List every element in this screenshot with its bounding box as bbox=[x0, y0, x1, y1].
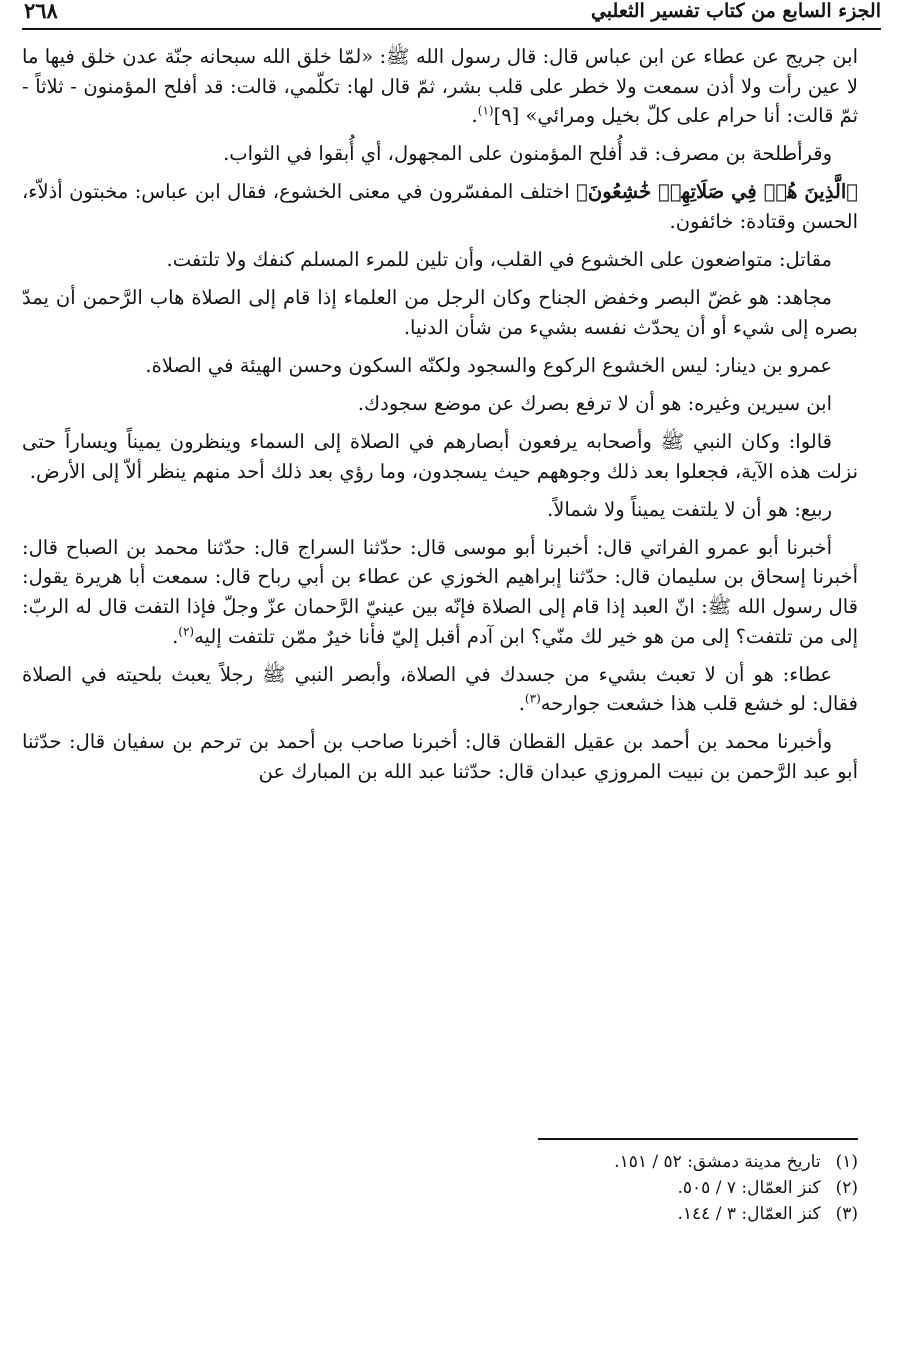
footnote-reference: (٣) bbox=[524, 691, 541, 706]
paragraph: عطاء: هو أن لا تعبث بشيء من جسدك في الصلاة، وأبصر النبي ﷺ رجلاً يعبث بلحيته في الصلاة فقال: لو خشع قلب هذا خشعت جوارحه$^{(٣)}$. bbox=[22, 662, 858, 716]
footnote-separator bbox=[538, 1138, 858, 1140]
paragraph: قالوا: وكان النبي ﷺ وأصحابه يرفعون أبصارهم في الصلاة إلى السماء وينظرون يميناً ويساراً حتى نزلت هذه الآية، فجعلوا بعد ذلك وجوههم حيث يسجدون، وما رؤي بعد ذلك أحد منهم ينظر ألاّ إلى الأرض. bbox=[22, 430, 858, 483]
paragraph: وقرأطلحة بن مصرف: قد أُفلح المؤمنون على المجهول، أي أُبقوا في الثواب. bbox=[223, 142, 832, 166]
footnotes bbox=[338, 1149, 858, 1227]
paragraph: ابن جريج عن عطاء عن ابن عباس قال: قال رسول الله ﷺ: «لمّا خلق الله سبحانه جنّة عدن خلق فيها ما لا عين رأت ولا أذن سمعت ولا خطر على قلب بشر، ثمّ قال لها: تكلّمي، قالت: قد أفلح المؤمنون - ثلاثاً - ثمّ قالت: أنا حرام على كلّ بخيل ومرائي» [٩]$^{(١)}$. bbox=[22, 45, 858, 128]
running-title: الجزء السابع من كتاب تفسير الثعلبي bbox=[590, 0, 881, 22]
paragraph: ربيع: هو أن لا يلتفت يميناً ولا شمالاً. bbox=[547, 497, 832, 521]
paragraph: عمرو بن دينار: ليس الخشوع الركوع والسجود ولكنّه السكون وحسن الهيئة في الصلاة. bbox=[145, 353, 832, 377]
footnote-reference: (١) bbox=[477, 103, 494, 118]
header-rule bbox=[22, 28, 881, 30]
footnote: (٢) كنز العمّال: ٧ / ٥٠٥. bbox=[677, 1178, 858, 1198]
page-number: ٢٦٨ bbox=[24, 0, 58, 23]
footnote: (٣) كنز العمّال: ٣ / ١٤٤. bbox=[677, 1204, 858, 1224]
quran-verse: ﴿الَّذِينَ هُمۡ فِي صَلَاتِهِمۡ خَٰشِعُونَ﴾ bbox=[576, 180, 858, 204]
page-header bbox=[22, 0, 881, 34]
paragraph: مقاتل: متواضعون على الخشوع في القلب، وأن تلين للمرء المسلم كنفك ولا تلتفت. bbox=[166, 248, 832, 272]
footnote: (١) تاريخ مدينة دمشق: ٥٢ / ١٥١. bbox=[614, 1152, 858, 1172]
paragraph: ابن سيرين وغيره: هو أن لا ترفع بصرك عن موضع سجودك. bbox=[357, 391, 832, 415]
paragraph: أخبرنا أبو عمرو الفراتي قال: أخبرنا أبو موسى قال: حدّثنا السراج قال: حدّثنا محمد بن الصباح قال: أخبرنا إسحاق بن سليمان قال: حدّثنا إبراهيم الخوزي عن عطاء بن أبي رباح قال: سمعت أبا هريرة يقول: قال رسول الله ﷺ: انّ العبد إذا قام إلى الصلاة فإنّه بين عينيّ الرَّحمان عزّ وجلّ فإذا التفت قال له الربّ: إلى من تلتفت؟ إلى من هو خير لك منّي؟ ابن آدم أقبل إليّ فأنا خيرٌ ممّن تلتفت إليه$^{(٢)}$. bbox=[22, 535, 858, 648]
paragraph: ﴿الَّذِينَ هُمۡ فِي صَلَاتِهِمۡ خَٰشِعُونَ﴾ اختلف المفسّرون في معنى الخشوع، فقال ابن عباس: مخبتون أذلاّء، الحسن وقتادة: خائفون. bbox=[22, 180, 858, 233]
paragraph: وأخبرنا محمد بن أحمد بن عقيل القطان قال: أخبرنا صاحب بن أحمد بن ترحم بن سفيان قال: حدّثنا أبو عبد الرَّحمن بن نبيت المروزي عبدان قال: حدّثنا عبد الله بن المبارك عن bbox=[22, 730, 858, 783]
paragraph: مجاهد: هو غضّ البصر وخفض الجناح وكان الرجل من العلماء إذا قام إلى الصلاة هاب الرَّحمن أن يمدّ بصره إلى شيء أو أن يحدّث نفسه بشيء من شأن الدنيا. bbox=[22, 286, 858, 339]
footnote-reference: (٢) bbox=[178, 624, 195, 639]
main-text bbox=[22, 42, 858, 795]
